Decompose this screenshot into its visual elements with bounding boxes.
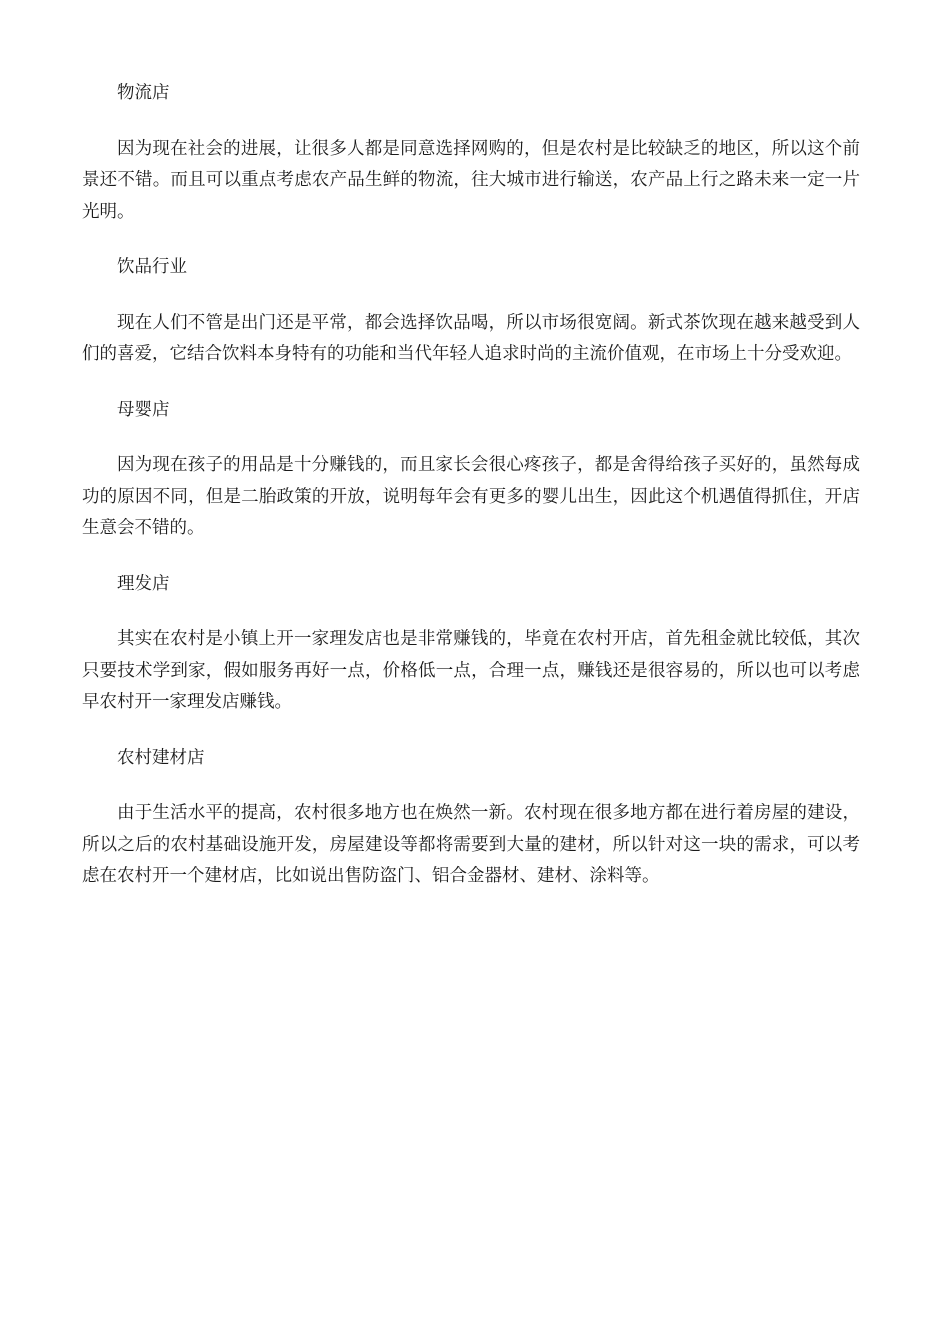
document-body — [82, 78, 860, 917]
section-paragraph-maternal-baby: 因为现在孩子的用品是十分赚钱的，而且家长会很心疼孩子，都是舍得给孩子买好的，虽然每成功的原因不同，但是二胎政策的开放，说明每年会有更多的婴儿出生，因此这个机遇值得抓住，开店生意会不错的。 — [82, 455, 860, 538]
section-heading-building-materials: 农村建材店 — [117, 747, 205, 768]
section-paragraph-barbershop: 其实在农村是小镇上开一家理发店也是非常赚钱的，毕竟在农村开店，首先租金就比较低，其次只要技术学到家，假如服务再好一点，价格低一点，合理一点，赚钱还是很容易的，所以也可以考虑早农村开一家理发店赚钱。 — [82, 629, 860, 712]
section-heading-logistics: 物流店 — [117, 83, 170, 103]
section-paragraph-building-materials: 由于生活水平的提高，农村很多地方也在焕然一新。农村现在很多地方都在进行着房屋的建设，所以之后的农村基础设施开发，房屋建设等都将需要到大量的建材，所以针对这一块的需求，可以考虑在农村开一个建材店，比如说出售防盗门、铝合金器材、建材、涂料等。 — [82, 803, 860, 886]
section-paragraph-beverage: 现在人们不管是出门还是平常，都会选择饮品喝，所以市场很宽阔。新式茶饮现在越来越受到人们的喜爱，它结合饮料本身特有的功能和当代年轻人追求时尚的主流价值观，在市场上十分受欢迎。 — [82, 312, 860, 364]
section-heading-barbershop: 理发店 — [117, 573, 170, 594]
section-heading-beverage: 饮品行业 — [117, 257, 187, 277]
section-heading-maternal-baby: 母婴店 — [117, 399, 170, 420]
section-paragraph-logistics: 因为现在社会的进展，让很多人都是同意选择网购的，但是农村是比较缺乏的地区，所以这个前景还不错。而且可以重点考虑农产品生鲜的物流，往大城市进行输送，农产品上行之路未来一定一片光明。 — [82, 138, 860, 222]
